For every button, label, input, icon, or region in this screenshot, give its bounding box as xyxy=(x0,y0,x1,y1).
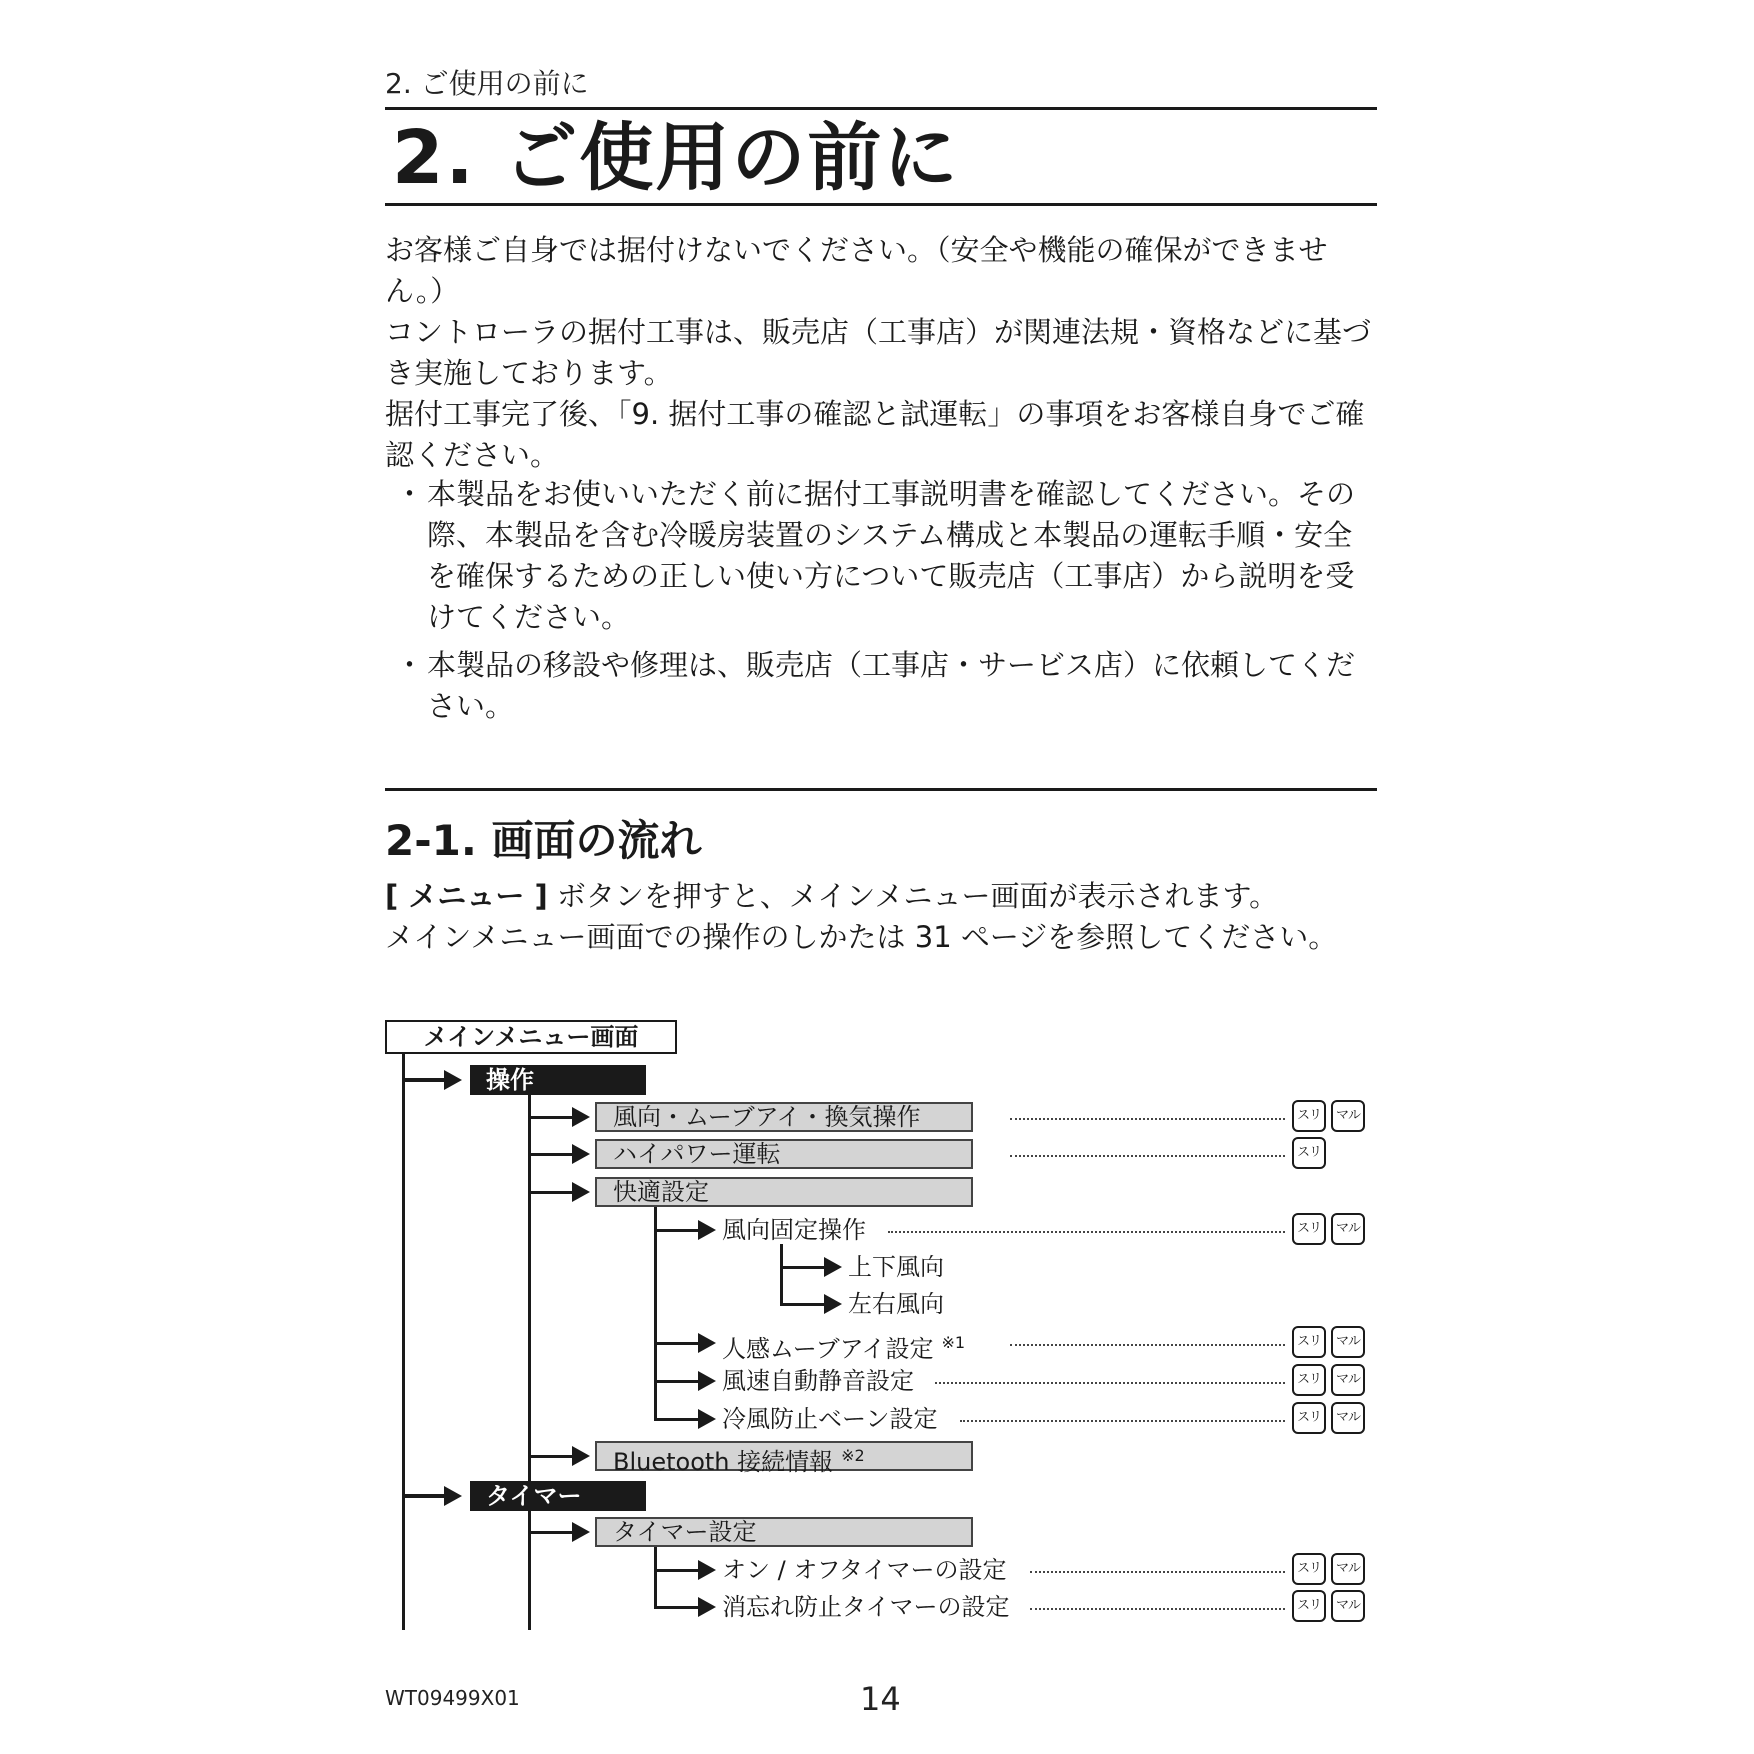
leader-dots xyxy=(935,1382,1285,1384)
multi-badge-icon: マル xyxy=(1331,1364,1365,1396)
leader-dots xyxy=(1010,1344,1285,1346)
flow-item-updown: 上下風向 xyxy=(848,1253,944,1281)
item-label: Bluetooth 接続情報 xyxy=(613,1448,834,1476)
arrow-icon xyxy=(572,1182,590,1202)
flow-connector xyxy=(654,1342,698,1345)
leader-dots xyxy=(1030,1608,1285,1610)
flow-item-cold-vane: 冷風防止ベーン設定 xyxy=(722,1405,938,1433)
leader-dots xyxy=(888,1231,1285,1233)
arrow-icon xyxy=(698,1409,716,1429)
multi-badge-icon: マル xyxy=(1331,1402,1365,1434)
intro-paragraph-2: コントローラの据付工事は、販売店（工事店）が関連法規・資格などに基づき実施しております。 xyxy=(385,315,1372,390)
flow-category-operation: 操作 xyxy=(470,1065,646,1095)
arrow-icon xyxy=(824,1294,842,1314)
arrow-icon xyxy=(572,1522,590,1542)
document-code: WT09499X01 xyxy=(385,1686,520,1710)
arrow-icon xyxy=(824,1257,842,1277)
slim-badge-icon: スリ xyxy=(1292,1590,1326,1622)
arrow-icon xyxy=(698,1333,716,1353)
flow-item-bluetooth xyxy=(595,1441,973,1476)
flow-connector xyxy=(528,1153,572,1156)
footnote-mark: ※2 xyxy=(841,1446,865,1465)
running-header: 2. ご使用の前に xyxy=(385,67,589,100)
chapter-title: 2. ご使用の前に xyxy=(392,115,960,201)
flow-connector xyxy=(654,1418,698,1421)
flow-connector xyxy=(654,1229,698,1232)
arrow-icon xyxy=(572,1144,590,1164)
multi-badge-icon: マル xyxy=(1331,1590,1365,1622)
multi-badge-icon: マル xyxy=(1331,1326,1365,1358)
flow-connector xyxy=(780,1303,824,1306)
flow-category-timer: タイマー xyxy=(470,1481,646,1511)
bullet-text: 本製品をお使いいただく前に据付工事説明書を確認してください。その際、本製品を含む冷暖房装置のシステム構成と本製品の運転手順・安全を確保するための正しい使い方について販売店（工事店）から説明を受けてください。 xyxy=(427,477,1356,634)
flow-item-human-move xyxy=(722,1328,965,1364)
multi-badge-icon: マル xyxy=(1331,1213,1365,1245)
slim-badge-icon: スリ xyxy=(1292,1137,1326,1169)
flow-connector xyxy=(654,1569,698,1572)
flow-connector xyxy=(654,1606,698,1609)
flow-connector xyxy=(654,1207,657,1420)
flow-connector xyxy=(654,1547,657,1607)
slim-badge-icon: スリ xyxy=(1292,1326,1326,1358)
leader-dots xyxy=(960,1420,1285,1422)
arrow-icon xyxy=(698,1560,716,1580)
flow-connector xyxy=(402,1494,444,1498)
flow-root-main-menu: メインメニュー画面 xyxy=(385,1020,677,1054)
leader-dots xyxy=(1010,1118,1285,1120)
footnote-mark: ※1 xyxy=(941,1333,966,1352)
flow-connector xyxy=(528,1116,572,1119)
flow-item-wind-fixed: 風向固定操作 xyxy=(722,1216,866,1244)
bullet-text: 本製品の移設や修理は、販売店（工事店・サービス店）に依頼してください。 xyxy=(427,648,1356,723)
flow-item-timer-setting: タイマー設定 xyxy=(595,1517,973,1547)
flow-connector xyxy=(528,1455,572,1458)
flow-connector xyxy=(654,1380,698,1383)
flow-connector xyxy=(780,1244,783,1305)
flow-connector xyxy=(528,1531,572,1534)
slim-badge-icon: スリ xyxy=(1292,1100,1326,1132)
flow-item-high-power: ハイパワー運転 xyxy=(595,1139,973,1169)
section-title: 2-1. 画面の流れ xyxy=(385,816,702,865)
intro-paragraph-1: お客様ご自身では据付けないでください。（安全や機能の確保ができません。） xyxy=(385,233,1328,308)
section-intro-line1: ボタンを押すと、メインメニュー画面が表示されます。 xyxy=(547,879,1279,913)
flow-item-auto-quiet: 風速自動静音設定 xyxy=(722,1367,914,1395)
item-label: 人感ムーブアイ設定 xyxy=(722,1335,934,1363)
intro-paragraph-3: 据付工事完了後、「9. 据付工事の確認と試運転」の事項をお客様自身でご確認ください。 xyxy=(385,397,1365,472)
bullet-marker: ・ xyxy=(395,648,425,682)
leader-dots xyxy=(1030,1571,1285,1573)
flow-item-leftright: 左右風向 xyxy=(848,1290,944,1318)
arrow-icon xyxy=(698,1220,716,1240)
slim-badge-icon: スリ xyxy=(1292,1553,1326,1585)
bullet-marker: ・ xyxy=(395,477,425,511)
page-number: 14 xyxy=(860,1680,901,1718)
flow-connector xyxy=(402,1054,405,1630)
arrow-icon xyxy=(444,1070,462,1090)
flow-connector xyxy=(780,1266,824,1269)
flow-connector xyxy=(402,1078,444,1082)
slim-badge-icon: スリ xyxy=(1292,1402,1326,1434)
flow-connector xyxy=(528,1191,572,1194)
slim-badge-icon: スリ xyxy=(1292,1213,1326,1245)
flow-item-forget-timer: 消忘れ防止タイマーの設定 xyxy=(722,1593,1010,1621)
slim-badge-icon: スリ xyxy=(1292,1364,1326,1396)
flow-item-wind-move-vent: 風向・ムーブアイ・換気操作 xyxy=(595,1102,973,1132)
arrow-icon xyxy=(444,1486,462,1506)
multi-badge-icon: マル xyxy=(1331,1100,1365,1132)
flow-item-comfort: 快適設定 xyxy=(595,1177,973,1207)
menu-button-label: [ メニュー ] xyxy=(385,879,548,913)
arrow-icon xyxy=(572,1446,590,1466)
flow-connector xyxy=(528,1095,531,1630)
arrow-icon xyxy=(698,1371,716,1391)
multi-badge-icon: マル xyxy=(1331,1553,1365,1585)
arrow-icon xyxy=(698,1597,716,1617)
arrow-icon xyxy=(572,1107,590,1127)
section-intro-line2: メインメニュー画面での操作のしかたは 31 ページを参照してください。 xyxy=(385,920,1338,954)
leader-dots xyxy=(1010,1155,1285,1157)
flow-item-onoff-timer: オン / オフタイマーの設定 xyxy=(722,1556,1007,1584)
